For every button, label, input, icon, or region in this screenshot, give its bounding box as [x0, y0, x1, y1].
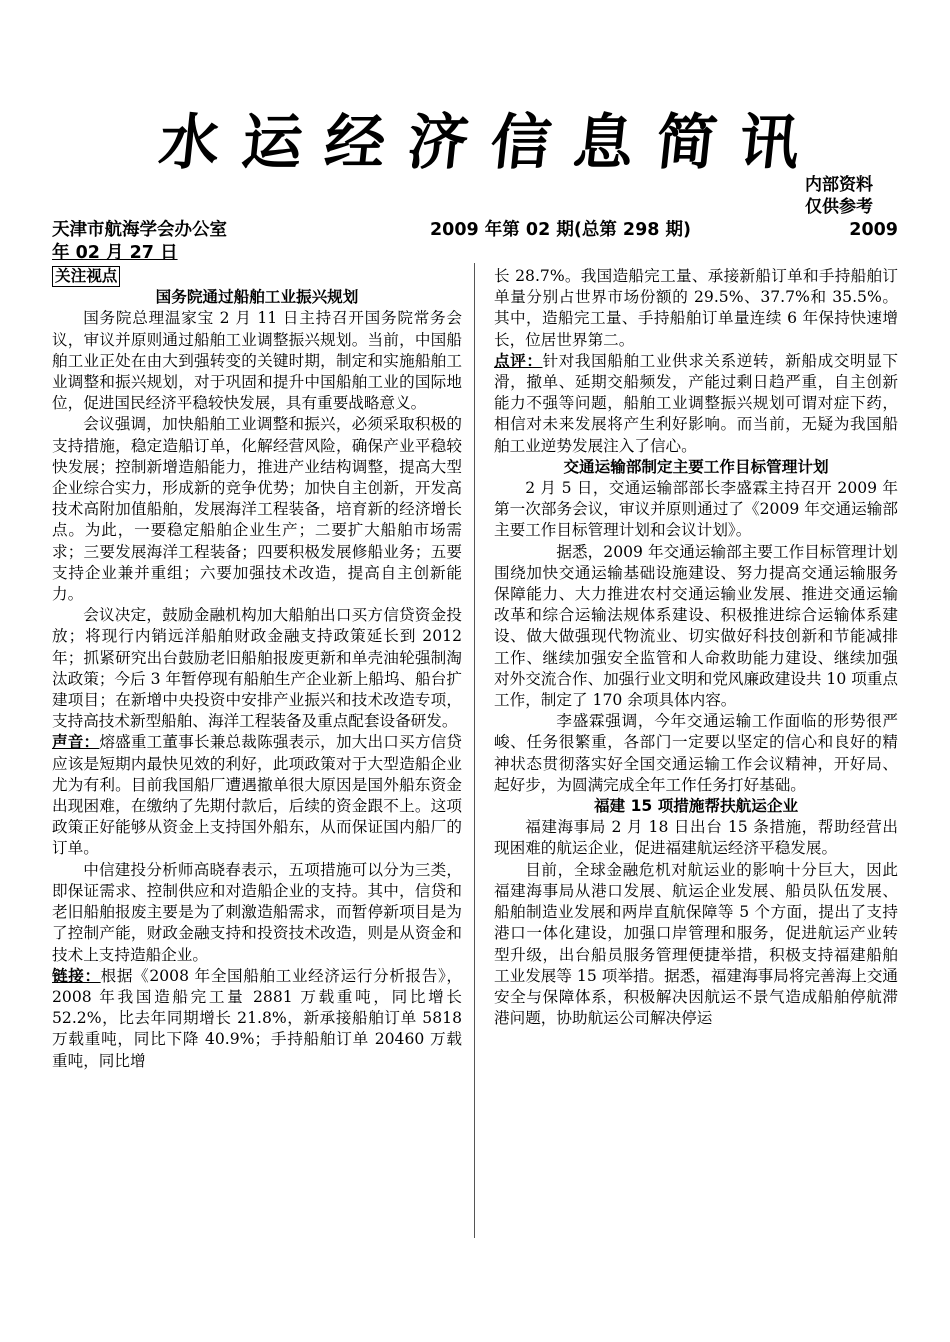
article-title: 福建 15 项措施帮扶航运企业: [593, 797, 799, 816]
internal-line-1: 内部资料: [805, 175, 873, 195]
link-text: 根据《2008 年全国船舶工业经济运行分析报告》，2008 年我国造船完工量 2881 万载重吨，同比增长 52.2%，比去年同期增长 21.8%，新承接船舶订单 5818 万载重吨，同比下降 40.9%；手持船舶订单 20460 万载重吨，同比增: [52, 966, 462, 1070]
comment-label: 点评：: [494, 351, 543, 370]
issue-year: 2009: [849, 220, 898, 240]
article-paragraph: 中信建投分析师高晓春表示，五项措施可以分为三类，即保证需求、控制供应和对造船企业的支持。其中，信贷和老旧船舶报废主要是为了刺激造船需求，而暂停新项目是为了控制产能，财政金融支持和投资技术改造，则是从资金和技术上支持造船企业。: [52, 860, 462, 964]
voice-text: 熔盛重工董事长兼总裁陈强表示，加大出口买方信贷应该是短期内最快见效的利好，此项政策对于大型造船企业尤为有利。目前我国船厂遭遇撤单很大原因是国外船东资金出现困难，在缴纳了先期付款后，后续的资金跟不上。这项政策正好能够从资金上支持国外船东，从而保证国内船厂的订单。: [52, 733, 462, 858]
issue-number: 2009 年第 02 期(总第 298 期): [430, 220, 692, 240]
article-paragraph: 长 28.7%。我国造船完工量、承接新船订单和手持船舶订单量分别占世界市场份额的 29.5%、37.7%和 35.5%。其中，造船完工量、手持船舶订单量连续 6 年保持快速增长，位居世界第二。: [494, 267, 898, 349]
masthead-char: 讯: [735, 108, 804, 178]
article-paragraph: 李盛霖强调，今年交通运输工作面临的形势很严峻、任务很繁重，各部门一定要以坚定的信心和良好的精神状态贯彻落实好全国交通运输工作会议精神，开好局、起好步，为圆满完成全年工作任务打好基础。: [494, 712, 898, 794]
voice-paragraph: [52, 732, 462, 859]
column-divider: [474, 263, 475, 1238]
publisher-name: 天津市航海学会办公室: [52, 220, 227, 240]
masthead-char: 简: [652, 108, 721, 178]
masthead-char: 济: [404, 108, 472, 178]
article-paragraph: 会议决定，鼓励金融机构加大船舶出口买方信贷资金投放；将现行内销远洋船舶财政金融支持政策延长到 2012 年；抓紧研究出台鼓励老旧船舶报废更新和单壳油轮强制淘汰政策；今后 3 年暂停现有船舶生产企业新上船坞、船台扩建项目；在新增中央投资中安排产业振兴和技术改造专项，支持高技术新型船舶、海洋工程装备及重点配套设备研发。: [52, 606, 462, 731]
issue-date: 年 02 月 27 日: [52, 243, 178, 263]
masthead-char: 运: [238, 108, 306, 178]
article-paragraph: 国务院总理温家宝 2 月 11 日主持召开国务院常务会议，审议并原则通过船舶工业调整振兴规划。当前，中国船舶工业正处在由大到强转变的关键时期，制定和实施船舶工业调整和振兴规划，对于巩固和提升中国船舶工业的国际地位，促进国民经济平稳较快发展，具有重要战略意义。: [52, 309, 462, 413]
section-tag: 关注视点: [52, 266, 120, 287]
masthead-char: 水: [155, 108, 224, 178]
article-paragraph: 会议强调，加快船舶工业调整和振兴，必须采取积极的支持措施，稳定造船订单，化解经营风险，确保产业平稳较快发展；控制新增造船能力，推进产业结构调整，提高大型企业综合实力，形成新的竞争优势；加快自主创新，开发高技术高附加值船舶，发展海洋工程装备，培育新的经济增长点。为此，一要稳定船舶企业生产；二要扩大船舶市场需求；三要发展海洋工程装备；四要积极发展修船业务；五要支持企业兼并重组；六要加强技术改造，提高自主创新能力。: [52, 415, 462, 604]
voice-label: 声音：: [52, 733, 100, 752]
masthead-char: 经: [321, 108, 389, 178]
issue-header: [52, 219, 898, 241]
article-paragraph: 福建海事局 2 月 18 日出台 15 条措施，帮助经营出现困难的航运企业，促进福建航运经济平稳发展。: [494, 818, 898, 858]
masthead-title: [156, 98, 804, 178]
article-title: 国务院通过船舶工业振兴规划: [155, 288, 359, 307]
article-paragraph: 目前，全球金融危机对航运业的影响十分巨大，因此福建海事局从港口发展、航运企业发展、船员队伍发展、船舶制造业发展和两岸直航保障等 5 个方面，提出了支持港口一体化建设，加强口岸管理和服务，促进航运产业转型升级，出台船员服务管理便捷举措，积极支持福建船舶工业发展等 15 项举措。据悉，福建海事局将完善海上交通安全与保障体系，积极解决因航运不景气造成船舶停航滞港问题，协助航运公司解决停运: [494, 860, 899, 1028]
article-title: 交通运输部制定主要工作目标管理计划: [563, 457, 829, 476]
masthead-char: 息: [570, 108, 638, 178]
comment-text: 针对我国船舶工业供求关系逆转，新船成交明显下滑，撤单、延期交船频发，产能过剩日趋严重，自主创新能力不强等问题，船舶工业调整振兴规划可谓对症下药，相信对未来发展将产生利好影响。而当前，无疑为我国船舶工业逆势发展注入了信心。: [494, 351, 898, 455]
article-paragraph: 据悉，2009 年交通运输部主要工作目标管理计划围绕加快交通运输基础设施建设、努力提高交通运输服务保障能力、大力推进农村交通运输业发展、推进交通运输改革和综合运输法规体系建设、积极推进综合运输体系建设、做大做强现代物流业、切实做好科技创新和节能减排工作、继续加强安全监管和人命救助能力建设、继续加强对外交流合作、加强行业文明和党风廉政建设共 10 项重点工作，制定了 170 余项具体内容。: [494, 542, 899, 710]
internal-notice: [805, 174, 915, 218]
link-label: 链接：: [52, 966, 101, 985]
article-paragraph: 2 月 5 日，交通运输部部长李盛霖主持召开 2009 年第一次部务会议，审议并原则通过了《2009 年交通运输部主要工作目标管理计划和会议计划》。: [494, 479, 898, 540]
internal-line-2: 仅供参考: [805, 197, 873, 217]
left-column: [52, 266, 462, 1072]
right-column: [494, 266, 898, 1029]
comment-paragraph: [494, 351, 898, 457]
masthead-char: 信: [487, 108, 555, 178]
link-paragraph: [52, 966, 462, 1072]
